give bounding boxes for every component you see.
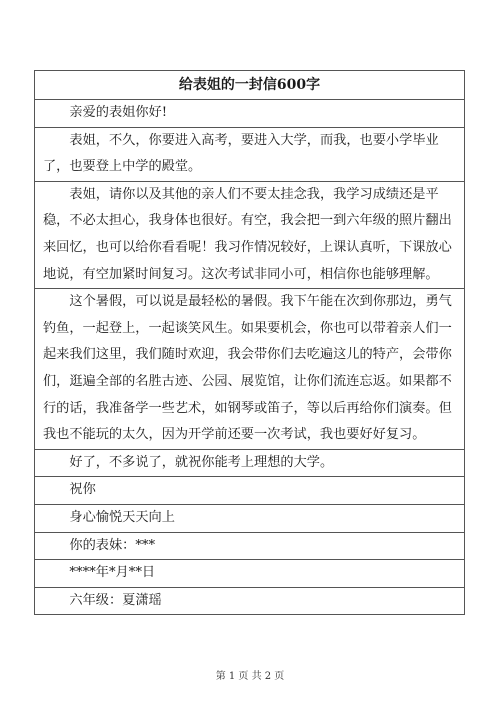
letter-title: 给表姐的一封信600字	[35, 71, 465, 100]
letter-wish: 身心愉悦天天向上	[35, 504, 465, 532]
letter-table	[34, 70, 465, 615]
letter-paragraph-1: 表姐，不久，你要进入高考，要进入大学，而我，也要小学毕业了，也要登上中学的殿堂。	[35, 127, 465, 181]
letter-author: 六年级：夏潇瑶	[35, 587, 465, 615]
letter-greeting: 亲爱的表姐你好!	[35, 100, 465, 128]
letter-paragraph-3: 这个暑假，可以说是最轻松的暑假。我下午能在次到你那边，勇气钓鱼，一起登上，一起谈笑风生。如果要机会，你也可以带着亲人们一起来我们这里，我们随时欢迎，我会带你们去吃遍这儿的特产，会带你们，逛遍全部的名胜古迹、公园、展览馆，让你们流连忘返。如果都不行的话，我准备学一些艺术，如钢琴或笛子，等以后再给你们演奏。但我也不能玩的太久，因为开学前还要一次考试，我也要好好复习。	[35, 289, 465, 450]
letter-signer: 你的表妹：***	[35, 532, 465, 560]
letter-closing: 祝你	[35, 477, 465, 505]
letter-paragraph-4: 好了，不多说了，就祝你能考上理想的大学。	[35, 449, 465, 477]
letter-date: ****年*月**日	[35, 560, 465, 588]
letter-paragraph-2: 表姐，请你以及其他的亲人们不要太挂念我，我学习成绩还是平稳，不必太担心，我身体也很好。有空，我会把一到六年级的照片翻出来回忆，也可以给你看看呢！我习作情况较好，上课认真听，下课放心地说，有空加紧时间复习。这次考试非同小可，相信你也能够理解。	[35, 181, 465, 288]
page-footer: 第 1 页 共 2 页	[215, 671, 285, 682]
